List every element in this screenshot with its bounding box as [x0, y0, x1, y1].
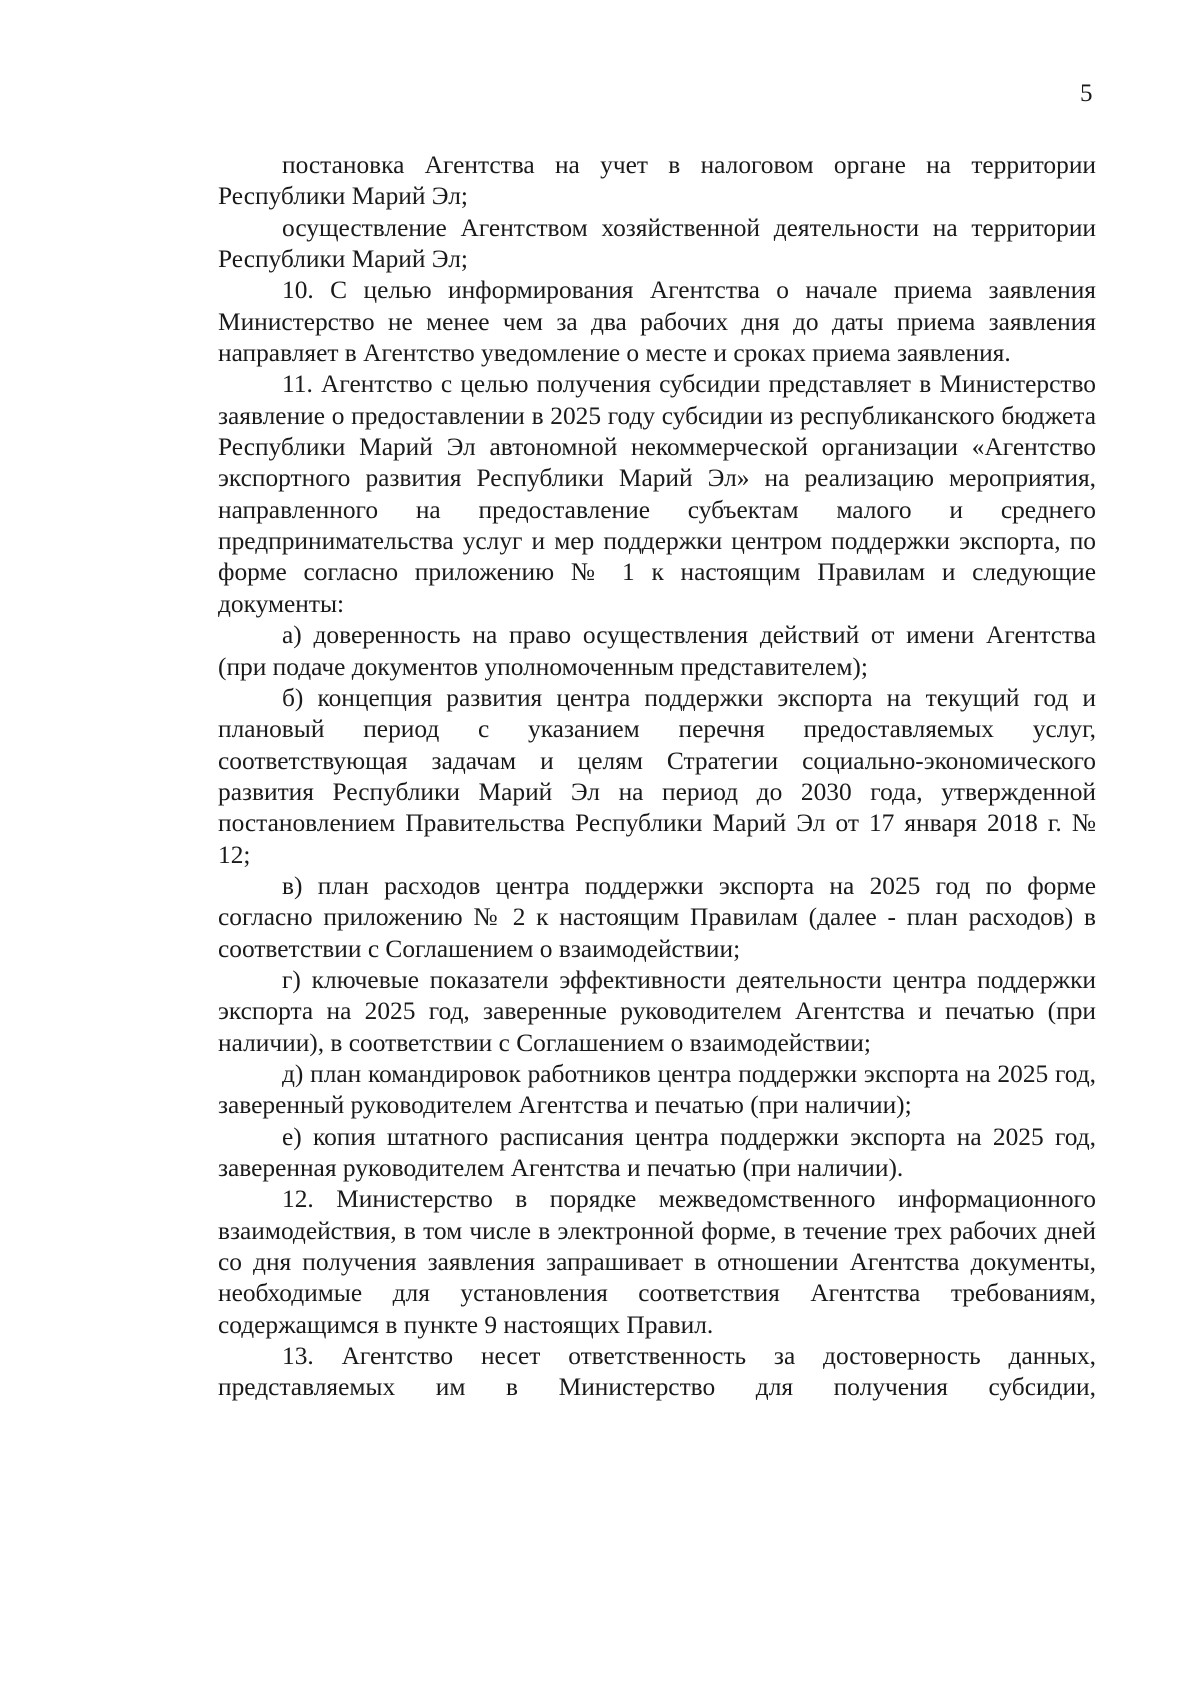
paragraph-item-11g: г) ключевые показатели эффективности деятельности центра поддержки экспорта на 2025 год, заверенные руководителем Агентства и печатью (при наличии), в соответствии с Соглашением о взаимодействии; — [218, 965, 1096, 1057]
paragraph-item-11e: е) копия штатного расписания центра поддержки экспорта на 2025 год, заверенная руководителем Агентства и печатью (при наличии). — [218, 1122, 1096, 1182]
paragraph-item-11b: б) концепция развития центра поддержки экспорта на текущий год и плановый период с указанием перечня предоставляемых услуг, соответствующая задачам и целям Стратегии социально-экономического развития Республики Марий Эл на период до 2030 года, утвержденной постановлением Правительства Республики Марий Эл от 17 января 2018 г. № 12; — [218, 683, 1096, 869]
document-body — [218, 150, 1096, 1404]
paragraph-item-13: 13. Агентство несет ответственность за достоверность данных, представляемых им в Министерство для получения субсидии, — [218, 1342, 1096, 1402]
paragraph-item-11: 11. Агентство с целью получения субсидии представляет в Министерство заявление о предоставлении в 2025 году субсидии из республиканского бюджета Республики Марий Эл автономной некоммерческой организации «Агентство экспортного развития Республики Марий Эл» на реализацию мероприятия, направленного на предоставление субъектам малого и среднего предпринимательства услуг и мер поддержки центром поддержки экспорта, по форме согласно приложению № 1 к настоящим Правилам и следующие документы: — [218, 370, 1096, 618]
page-number: 5 — [1080, 80, 1093, 107]
paragraph-item-10: 10. С целью информирования Агентства о начале приема заявления Министерство не менее чем за два рабочих дня до даты приема заявления направляет в Агентство уведомление о месте и сроках приема заявления. — [218, 276, 1096, 368]
paragraph-item-12: 12. Министерство в порядке межведомственного информационного взаимодействия, в том числе в электронной форме, в течение трех рабочих дней со дня получения заявления запрашивает в отношении Агентства документы, необходимые для установления соответствия Агентства требованиям, содержащимся в пункте 9 настоящих Правил. — [218, 1185, 1096, 1339]
paragraph-item-11v: в) план расходов центра поддержки экспорта на 2025 год по форме согласно приложению № 2 к настоящим Правилам (далее - план расходов) в соответствии с Соглашением о взаимодействии; — [218, 871, 1096, 963]
paragraph-item-11d: д) план командировок работников центра поддержки экспорта на 2025 год, заверенный руководителем Агентства и печатью (при наличии); — [218, 1059, 1096, 1120]
paragraph-economic-activity: осуществление Агентством хозяйственной деятельности на территории Республики Марий Эл; — [218, 213, 1096, 274]
paragraph-tax-registration: постановка Агентства на учет в налоговом органе на территории Республики Марий Эл; — [218, 151, 1096, 211]
paragraph-item-11a: а) доверенность на право осуществления действий от имени Агентства (при подаче документов уполномоченным представителем); — [218, 621, 1096, 681]
